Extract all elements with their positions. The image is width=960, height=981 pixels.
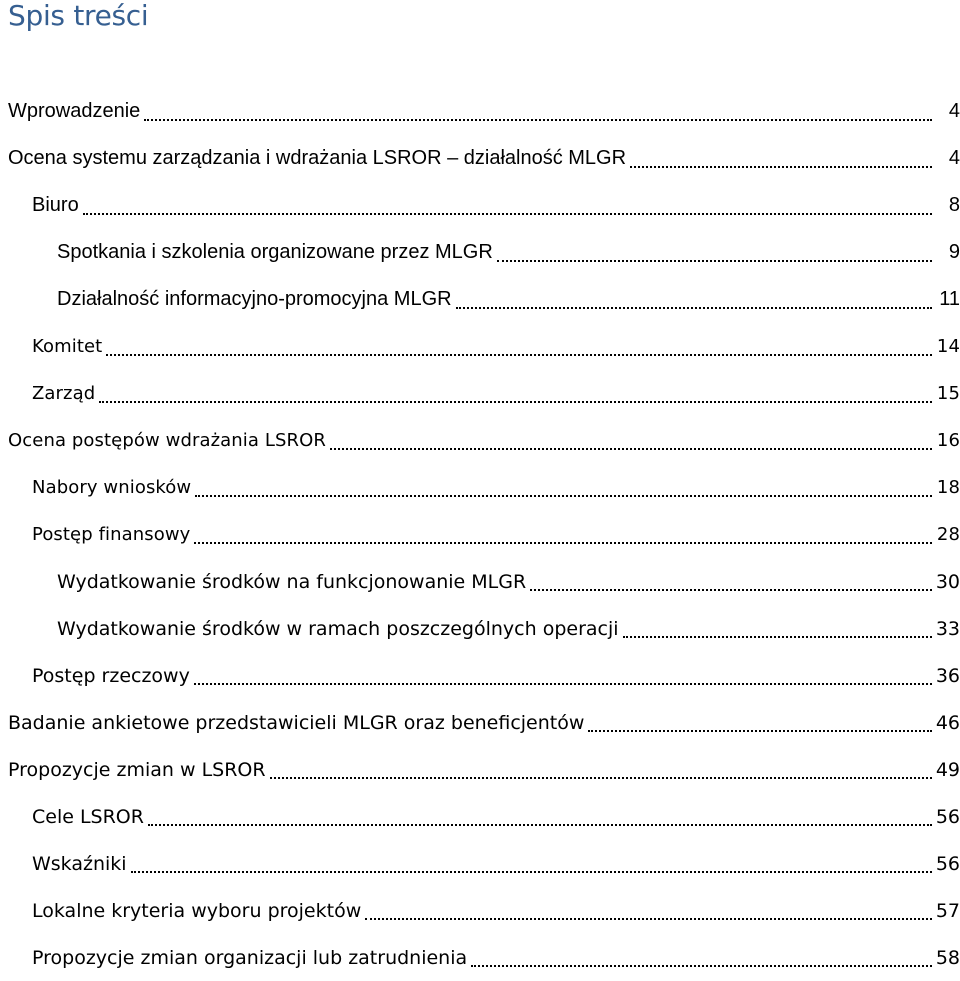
dot-leader bbox=[456, 307, 932, 309]
toc-entry-page-number: 57 bbox=[935, 899, 960, 922]
dot-leader bbox=[148, 824, 932, 826]
toc-entry-label: Wprowadzenie bbox=[8, 100, 141, 122]
toc-entry-label: Działalność informacyjno-promocyjna MLGR bbox=[57, 288, 452, 310]
toc-entry-link[interactable] bbox=[8, 759, 960, 781]
toc-entry-label: Lokalne kryteria wyboru projektów bbox=[32, 899, 362, 922]
toc-entry-label: Ocena postępów wdrażania LSROR bbox=[8, 430, 326, 451]
toc-entry bbox=[0, 746, 960, 793]
toc-entry bbox=[0, 276, 960, 323]
dot-leader bbox=[83, 213, 932, 215]
dot-leader bbox=[99, 401, 932, 403]
toc-entry bbox=[0, 464, 960, 511]
toc-entry-link[interactable] bbox=[32, 947, 960, 969]
toc-entry-label: Propozycje zmian organizacji lub zatrudnienia bbox=[32, 946, 468, 969]
dot-leader bbox=[630, 166, 932, 168]
toc-entry bbox=[0, 934, 960, 981]
dot-leader bbox=[365, 918, 932, 920]
toc-entry-label: Postęp rzeczowy bbox=[32, 664, 190, 687]
toc-entry-link[interactable] bbox=[8, 147, 960, 170]
toc-entry-link[interactable] bbox=[32, 665, 960, 687]
toc-entry-label: Spotkania i szkolenia organizowane przez MLGR bbox=[57, 241, 493, 263]
dot-leader bbox=[588, 730, 931, 732]
toc-entry-label: Komitet bbox=[32, 336, 103, 357]
toc-entry-label: Cele LSROR bbox=[32, 805, 144, 828]
dot-leader bbox=[106, 354, 932, 356]
dot-leader bbox=[144, 119, 932, 121]
toc-entry-page-number: 4 bbox=[948, 100, 960, 122]
dot-leader bbox=[471, 965, 932, 967]
toc-entry-page-number: 9 bbox=[948, 241, 960, 263]
toc-entry-page-number: 58 bbox=[935, 946, 960, 969]
toc-entry bbox=[0, 182, 960, 229]
toc-entry-page-number: 49 bbox=[935, 758, 960, 781]
dot-leader bbox=[530, 589, 932, 591]
toc-entry-label: Biuro bbox=[32, 194, 79, 216]
toc-list bbox=[0, 88, 960, 981]
toc-entry-page-number: 16 bbox=[936, 430, 960, 451]
toc-entry-page-number: 33 bbox=[935, 617, 960, 640]
dot-leader bbox=[270, 777, 932, 779]
toc-entry-page-number: 15 bbox=[936, 383, 960, 404]
toc-entry-link[interactable] bbox=[8, 100, 960, 123]
toc-entry-page-number: 14 bbox=[936, 336, 960, 357]
toc-entry-link[interactable] bbox=[32, 477, 960, 498]
toc-entry bbox=[0, 323, 960, 370]
dot-leader bbox=[194, 542, 932, 544]
dot-leader bbox=[623, 636, 932, 638]
toc-entry-page-number: 11 bbox=[939, 288, 960, 310]
toc-entry bbox=[0, 417, 960, 464]
toc-entry-page-number: 8 bbox=[948, 194, 960, 216]
toc-entry-link[interactable] bbox=[57, 241, 960, 264]
toc-entry-link[interactable] bbox=[32, 383, 960, 404]
toc-entry-label: Zarząd bbox=[32, 383, 96, 404]
toc-entry bbox=[0, 605, 960, 652]
toc-entry-page-number: 46 bbox=[935, 711, 960, 734]
toc-entry-page-number: 56 bbox=[935, 852, 960, 875]
toc-entry-link[interactable] bbox=[32, 853, 960, 875]
toc-title: Spis treści bbox=[8, 0, 149, 32]
toc-entry-link[interactable] bbox=[32, 194, 960, 217]
toc-entry bbox=[0, 652, 960, 699]
toc-entry bbox=[0, 135, 960, 182]
toc-entry bbox=[0, 229, 960, 276]
toc-entry-page-number: 36 bbox=[935, 664, 960, 687]
toc-entry-link[interactable] bbox=[57, 288, 960, 311]
toc-entry-link[interactable] bbox=[32, 524, 960, 545]
toc-entry bbox=[0, 699, 960, 746]
toc-entry bbox=[0, 558, 960, 605]
toc-entry-label: Badanie ankietowe przedstawicieli MLGR oraz beneficjentów bbox=[8, 711, 585, 734]
toc-entry bbox=[0, 840, 960, 887]
toc-entry-link[interactable] bbox=[32, 806, 960, 828]
toc-entry-page-number: 30 bbox=[935, 570, 960, 593]
toc-entry-link[interactable] bbox=[57, 571, 960, 593]
toc-entry bbox=[0, 887, 960, 934]
toc-entry-label: Wskaźniki bbox=[32, 852, 127, 875]
toc-entry-link[interactable] bbox=[32, 336, 960, 357]
toc-entry-label: Wydatkowanie środków na funkcjonowanie MLGR bbox=[57, 570, 527, 593]
toc-entry-page-number: 18 bbox=[936, 477, 960, 498]
toc-entry-link[interactable] bbox=[57, 618, 960, 640]
toc-entry bbox=[0, 370, 960, 417]
dot-leader bbox=[330, 448, 932, 450]
toc-entry-label: Wydatkowanie środków w ramach poszczególnych operacji bbox=[57, 617, 619, 640]
toc-entry-link[interactable] bbox=[32, 900, 960, 922]
toc-entry-link[interactable] bbox=[8, 712, 960, 734]
toc-entry bbox=[0, 793, 960, 840]
toc-entry-label: Nabory wniosków bbox=[32, 477, 192, 498]
dot-leader bbox=[195, 495, 932, 497]
toc-entry-page-number: 28 bbox=[936, 524, 960, 545]
toc-entry-link[interactable] bbox=[8, 430, 960, 451]
dot-leader bbox=[131, 871, 932, 873]
toc-entry-label: Ocena systemu zarządzania i wdrażania LSROR – działalność MLGR bbox=[8, 147, 627, 169]
dot-leader bbox=[194, 683, 932, 685]
toc-entry bbox=[0, 88, 960, 135]
toc-entry-label: Postęp finansowy bbox=[32, 524, 191, 545]
toc-entry bbox=[0, 511, 960, 558]
toc-entry-label: Propozycje zmian w LSROR bbox=[8, 758, 266, 781]
dot-leader bbox=[497, 260, 932, 262]
toc-entry-page-number: 56 bbox=[935, 805, 960, 828]
toc-entry-page-number: 4 bbox=[948, 147, 960, 169]
